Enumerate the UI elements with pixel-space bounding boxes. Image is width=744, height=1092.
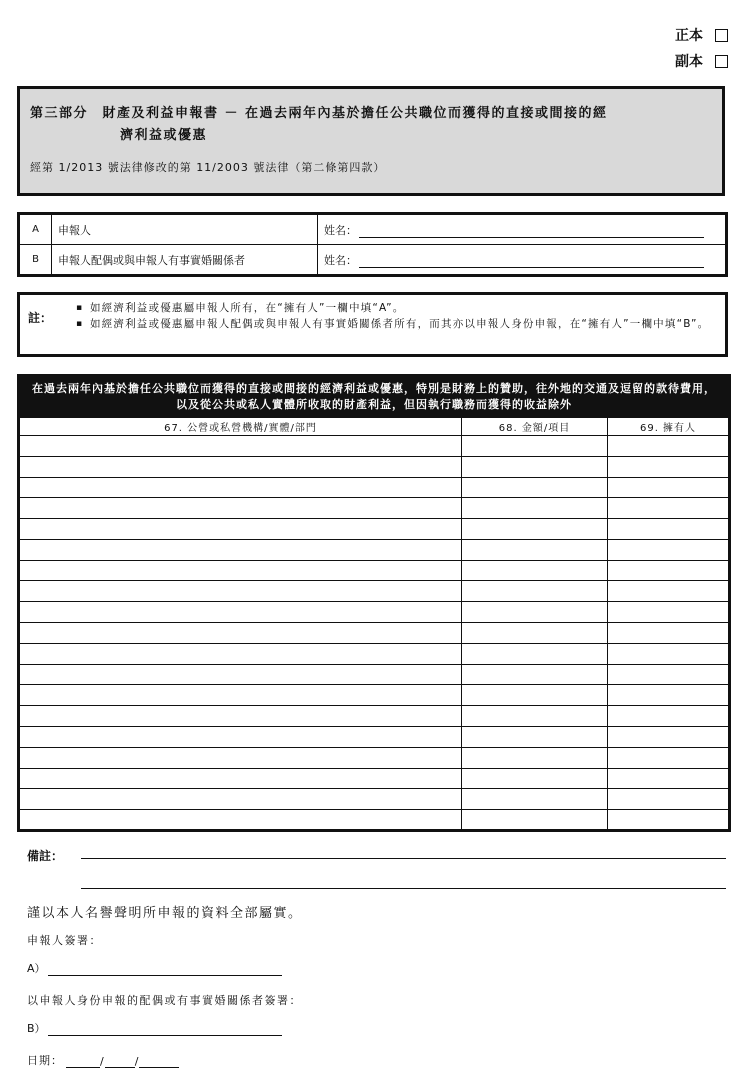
date-label: 日期： xyxy=(27,1054,63,1067)
signature-a-prefix: A） xyxy=(27,962,46,975)
amount-cell[interactable] xyxy=(462,726,608,747)
owner-cell[interactable] xyxy=(608,789,730,810)
row-role: 申報人 xyxy=(52,214,318,245)
interest-table xyxy=(17,374,731,832)
declarant-signature-label: 申報人簽署： xyxy=(27,934,102,947)
table-row xyxy=(19,498,730,519)
owner-cell[interactable] xyxy=(608,560,730,581)
table-row xyxy=(19,519,730,540)
amount-cell[interactable] xyxy=(462,664,608,685)
owner-cell[interactable] xyxy=(608,768,730,789)
date-day-field[interactable] xyxy=(66,1056,100,1068)
table-row xyxy=(19,810,730,831)
amount-cell[interactable] xyxy=(462,581,608,602)
original-copy-checkbox[interactable] xyxy=(715,29,728,42)
name-cell xyxy=(318,214,727,245)
entity-cell[interactable] xyxy=(19,560,462,581)
remarks-field-line[interactable] xyxy=(81,888,726,889)
signature-b-prefix: B） xyxy=(27,1022,46,1035)
law-reference: 經第 1/2013 號法律修改的第 11/2003 號法律（第二條第四款） xyxy=(30,161,386,174)
owner-cell[interactable] xyxy=(608,685,730,706)
amount-cell[interactable] xyxy=(462,602,608,623)
amount-cell[interactable] xyxy=(462,498,608,519)
spouse-signature-label: 以申報人身份申報的配偶或有事實婚關係者簽署： xyxy=(27,994,302,1007)
entity-cell[interactable] xyxy=(19,623,462,644)
signature-a-line xyxy=(27,960,282,976)
notes-list xyxy=(76,301,717,331)
interest-table-banner: 在過去兩年內基於擔任公共職位而獲得的直接或間接的經濟利益或優惠，特別是財務上的贊助，往外地的交通及逗留的款待費用，以及從公共或私人實體所收取的財產利益，但因執行職務而獲得的收益除外 xyxy=(19,376,730,418)
owner-cell[interactable] xyxy=(608,436,730,457)
entity-cell[interactable] xyxy=(19,706,462,727)
entity-cell[interactable] xyxy=(19,498,462,519)
date-year-field[interactable] xyxy=(139,1056,179,1068)
entity-cell[interactable] xyxy=(19,456,462,477)
table-row xyxy=(19,789,730,810)
date-month-field[interactable] xyxy=(105,1056,135,1068)
amount-cell[interactable] xyxy=(462,810,608,831)
signature-a-field[interactable] xyxy=(48,964,282,976)
entity-cell[interactable] xyxy=(19,581,462,602)
table-row xyxy=(19,539,730,560)
column-header-amount: 68. 金額/項目 xyxy=(462,418,608,436)
remarks-label: 備註： xyxy=(27,849,64,863)
section-title-line1: 第三部分 財產及利益申報書 － 在過去兩年內基於擔任公共職位而獲得的直接或間接的經 xyxy=(30,106,608,121)
table-row xyxy=(19,685,730,706)
amount-cell[interactable] xyxy=(462,768,608,789)
amount-cell[interactable] xyxy=(462,789,608,810)
table-row xyxy=(19,477,730,498)
entity-cell[interactable] xyxy=(19,664,462,685)
duplicate-copy-row xyxy=(675,48,728,74)
table-row xyxy=(19,602,730,623)
entity-cell[interactable] xyxy=(19,477,462,498)
entity-cell[interactable] xyxy=(19,789,462,810)
owner-cell[interactable] xyxy=(608,810,730,831)
amount-cell[interactable] xyxy=(462,685,608,706)
copy-marks xyxy=(675,22,728,74)
entity-cell[interactable] xyxy=(19,810,462,831)
entity-cell[interactable] xyxy=(19,602,462,623)
name-label: 姓名： xyxy=(324,253,357,267)
owner-cell[interactable] xyxy=(608,602,730,623)
interest-table-body xyxy=(19,436,730,831)
amount-cell[interactable] xyxy=(462,747,608,768)
note-item: ▪ 如經濟利益或優惠屬申報人配偶或與申報人有事實婚關係者所有，而其亦以申報人身份申報，在“擁有人”一欄中填“B”。 xyxy=(76,317,717,331)
table-row xyxy=(19,623,730,644)
owner-cell[interactable] xyxy=(608,498,730,519)
amount-cell[interactable] xyxy=(462,706,608,727)
table-row xyxy=(19,706,730,727)
column-header-entity: 67. 公營或私營機構/實體/部門 xyxy=(19,418,462,436)
entity-cell[interactable] xyxy=(19,768,462,789)
entity-cell[interactable] xyxy=(19,643,462,664)
section-title-line2: 濟利益或優惠 xyxy=(120,128,208,143)
name-label: 姓名： xyxy=(324,223,357,237)
honour-declaration: 謹以本人名譽聲明所申報的資料全部屬實。 xyxy=(27,906,303,921)
entity-cell[interactable] xyxy=(19,747,462,768)
signature-b-line xyxy=(27,1020,282,1036)
row-role: 申報人配偶或與申報人有事實婚關係者 xyxy=(52,245,318,276)
table-row xyxy=(19,560,730,581)
owner-cell[interactable] xyxy=(608,539,730,560)
spouse-name-field[interactable] xyxy=(359,256,704,268)
original-copy-row xyxy=(675,22,728,48)
declarant-table xyxy=(17,212,728,277)
row-code: A xyxy=(19,214,52,245)
amount-cell[interactable] xyxy=(462,623,608,644)
owner-cell[interactable] xyxy=(608,747,730,768)
owner-cell[interactable] xyxy=(608,643,730,664)
table-row xyxy=(19,747,730,768)
owner-cell[interactable] xyxy=(608,664,730,685)
entity-cell[interactable] xyxy=(19,539,462,560)
table-row xyxy=(19,768,730,789)
name-cell xyxy=(318,245,727,276)
section-title-box xyxy=(17,86,725,196)
table-row xyxy=(19,581,730,602)
declarant-row-b xyxy=(19,245,727,276)
amount-cell[interactable] xyxy=(462,519,608,540)
entity-cell[interactable] xyxy=(19,726,462,747)
owner-cell[interactable] xyxy=(608,726,730,747)
notes-label: 註： xyxy=(28,311,53,325)
date-separator: / xyxy=(100,1055,105,1068)
amount-cell[interactable] xyxy=(462,539,608,560)
date-separator: / xyxy=(134,1055,140,1068)
table-row xyxy=(19,456,730,477)
amount-cell[interactable] xyxy=(462,643,608,664)
amount-cell[interactable] xyxy=(462,436,608,457)
declarant-row-a xyxy=(19,214,727,245)
owner-cell[interactable] xyxy=(608,623,730,644)
remarks-field-line[interactable] xyxy=(81,858,726,859)
declarant-name-field[interactable] xyxy=(359,226,704,238)
entity-cell[interactable] xyxy=(19,436,462,457)
owner-cell[interactable] xyxy=(608,581,730,602)
entity-cell[interactable] xyxy=(19,685,462,706)
amount-cell[interactable] xyxy=(462,456,608,477)
table-row xyxy=(19,664,730,685)
signature-b-field[interactable] xyxy=(48,1024,282,1036)
original-copy-label: 正本 xyxy=(675,28,703,44)
note-item: ▪ 如經濟利益或優惠屬申報人所有，在“擁有人”一欄中填“A”。 xyxy=(76,301,717,315)
owner-cell[interactable] xyxy=(608,477,730,498)
owner-cell[interactable] xyxy=(608,519,730,540)
row-code: B xyxy=(19,245,52,276)
duplicate-copy-label: 副本 xyxy=(675,54,703,70)
owner-cell[interactable] xyxy=(608,456,730,477)
amount-cell[interactable] xyxy=(462,560,608,581)
duplicate-copy-checkbox[interactable] xyxy=(715,55,728,68)
table-row xyxy=(19,643,730,664)
entity-cell[interactable] xyxy=(19,519,462,540)
notes-box xyxy=(17,292,728,357)
amount-cell[interactable] xyxy=(462,477,608,498)
table-row xyxy=(19,436,730,457)
owner-cell[interactable] xyxy=(608,706,730,727)
table-row xyxy=(19,726,730,747)
column-header-owner: 69. 擁有人 xyxy=(608,418,730,436)
date-line xyxy=(27,1052,179,1068)
